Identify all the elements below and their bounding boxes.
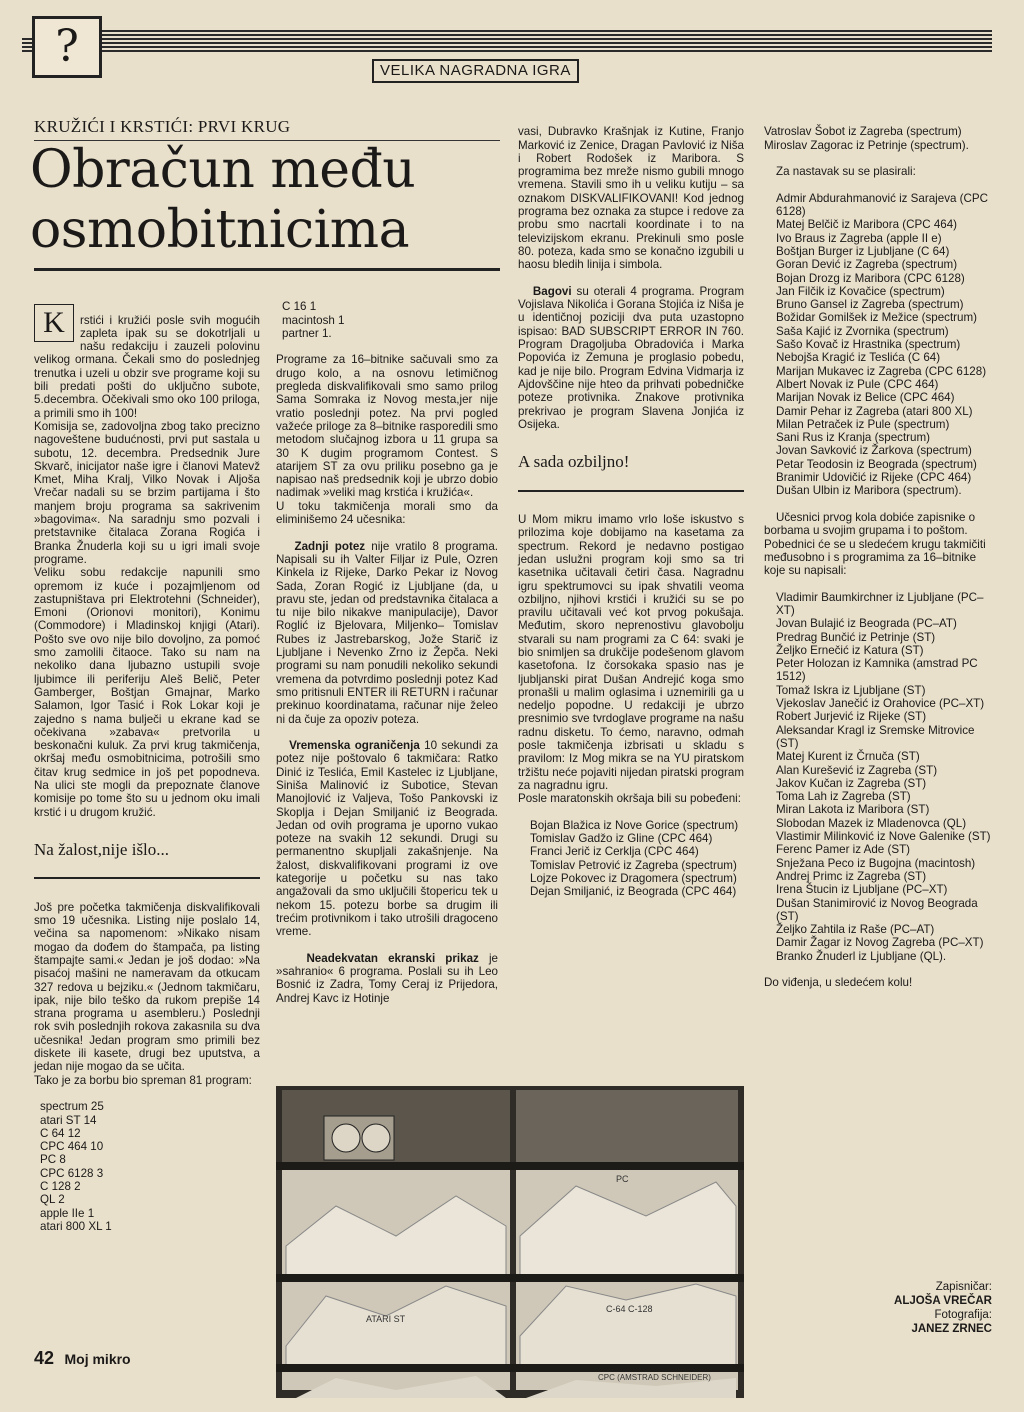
subhead-rule-2 bbox=[518, 490, 744, 492]
sixteen-bit-entry: Dušan Stanimirović iz Novog Beograda (ST) bbox=[776, 896, 978, 923]
program-count-list bbox=[34, 1100, 260, 1233]
zadnji-potez-text: nije vratilo 8 programa. Napisali su ih Valter Filjar iz Pule, Ozren Kinkela iz Rijeke, Darko Pekar iz Novog Sada, Zoran Rogić iz Ljubljane (da, u pravu ste, jedan od predstavnika čitalaca a tu nije bilo nikakve manipulacije), Davor Roglić iz Bjelovara, Miljenko– Tomislav Rubes iz Jastrebarskog, Jože Starič iz Ljubljane i Nevenko Zrno iz Žepča. Neki programi su nam ponudili nekoliko sekundi vremena da potvrdimo poslednji potez Kad smo pritisnuli ENTER ili RETURN i računar prekinuo koordinatama, računar nije želeo ni da čuje za opoziv poteza. bbox=[276, 539, 498, 726]
sixteen-bit-entry: Matej Kurent iz Črnuča (ST) bbox=[776, 750, 920, 764]
sixteen-bit-entry: Damir Žagar iz Novog Zagreba (PC–XT) bbox=[776, 936, 984, 950]
qualified-entry: Ivo Braus iz Zagreba (apple II e) bbox=[776, 231, 942, 245]
qualified-entry: Sašo Kovač iz Hrastnika (spectrum) bbox=[776, 338, 961, 352]
program-count-item: PC 8 bbox=[40, 1153, 66, 1167]
qualified-entry: Admir Abdurahmanović iz Sarajeva (CPC 6128) bbox=[776, 191, 988, 219]
sixteen-bit-entry: Željko Ernečić iz Katura (ST) bbox=[776, 643, 924, 657]
subhead-na-zalost: Na žalost,nije išlo... bbox=[34, 840, 170, 860]
sixteen-bit-entry: Branko Žnuderl iz Ljubljane (QL). bbox=[776, 949, 947, 963]
photo-label-cpc: CPC (AMSTRAD SCHNEIDER) bbox=[598, 1373, 711, 1382]
sixteen-bit-entry: Željko Zahtila iz Raše (PC–AT) bbox=[776, 923, 935, 937]
sixteen-bit-entry: Robert Jurjević iz Rijeke (ST) bbox=[776, 710, 927, 724]
question-mark-logo bbox=[32, 16, 102, 78]
qualified-entry: Marijan Novak iz Belice (CPC 464) bbox=[776, 391, 955, 405]
question-icon: ? bbox=[55, 21, 79, 72]
program-count-item: macintosh 1 bbox=[282, 313, 345, 327]
defeated-entry: Vatroslav Šobot iz Zagreba (spectrum) bbox=[764, 125, 962, 139]
drop-cap: K bbox=[34, 304, 74, 342]
credit-role-recorder: Zapisničar: bbox=[935, 1281, 992, 1293]
defeated-entry: Tomislav Gadžo iz Gline (CPC 464) bbox=[530, 832, 713, 846]
qualified-entry: Bruno Gansel iz Zagreba (spectrum) bbox=[776, 298, 964, 312]
qualified-entry: Božidar Gomilšek iz Mežice (spectrum) bbox=[776, 311, 978, 325]
headline-rule bbox=[34, 268, 500, 271]
article-column-2 bbox=[276, 287, 498, 1018]
qualified-entry: Saša Kajić iz Zvornika (spectrum) bbox=[776, 324, 949, 338]
intro-text: rstići i kružići posle svih mogućih zapleta ipak su se dokotrljali u našu redakciju i zauzeli polovinu velikog ormana. Čekali smo do poslednjeg trenutka i uzeli u obzir sve programe koji su bili predati pošti do uključno subote, 5.decembra. Očekivali smo oko 100 priloga, a primili smo ih 100! Komisija se, zadovoljna zbog tako precizno nagoveštene budućnosti, prvi put sastala u subotu, 12. decembra. Predsednik Jure Skvarč, inicijator naše igre i članovi Matevž Kmet, Miha Kralj, Vilko Novak i Aljoša Vrečar nadali su se brzim partijama i što manjem broju programa sa sakrivenim »bagovima«. Na saradnju smo pozvali i pretstavnike čitalaca Zorana Rogića i Branka Žnuderla koji su u igri imali svoje programe. Veliku sobu redakcije napunili smo opremom iz kuće i pozajmljenom od zastupništava pri Elektrotehni (Schneider), Emoni (Orionovi monitori), Konimu (Commodore) i Mladinskoj knjigi (Atari). Pošto sve ovo nije bilo dovoljno, za pomoć smo zamolili čitaoce. Tako su nam na nekoliko dana ljubazno ustupili svoje ljubimce ili periferiju Aleš Belič, Peter Gamberger, Boštjan Gmajnar, Marko Salamon, Igor Tasić i Rok Lokar koji je zajedno s nama bulječi u ekrane kad se očekivana »zabava« pretvorila u beskonačni kuluk. Za prvi krug takmičenja, okršaj među osmobitnicima, potrošili smo čitav krug sedmice in još pet popodneva. Na ulici ste mogli da prepoznate članove komisije po tome što su u jednom oku imali krstić i u drugom kružić. bbox=[34, 313, 260, 819]
sixteen-bit-entry: Toma Lah iz Zagreba (ST) bbox=[776, 790, 911, 804]
closing-line: Do viđenja, u sledećem kolu! bbox=[764, 976, 913, 990]
qualified-entry: Albert Novak iz Pule (CPC 464) bbox=[776, 377, 939, 391]
sixteen-bit-list bbox=[764, 591, 992, 963]
photo-label-pc: PC bbox=[616, 1174, 629, 1184]
section-tag: VELIKA NAGRADNA IGRA bbox=[372, 59, 579, 83]
program-count-item: C 128 2 bbox=[40, 1180, 81, 1193]
qualified-entry: Sani Rus iz Kranja (spectrum) bbox=[776, 431, 930, 445]
qualified-entry: Jovan Savković iz Žarkova (spectrum) bbox=[776, 444, 972, 458]
sixteen-bit-entry: Miran Lakota iz Maribora (ST) bbox=[776, 803, 930, 817]
neadekvatan-paragraph bbox=[276, 952, 498, 1005]
qualified-entry: Boštjan Burger iz Ljubljane (C 64) bbox=[776, 244, 950, 258]
qualified-entry: Marijan Mukavec iz Zagreba (CPC 6128) bbox=[776, 364, 987, 378]
defeated-entry: Franci Jerič iz Cerklja (CPC 464) bbox=[530, 845, 699, 859]
defeated-entry: Tomislav Petrović iz Zagreba (spectrum) bbox=[530, 858, 737, 872]
header-stripes-left bbox=[22, 38, 32, 52]
defeated-entry: Miroslav Zagorac iz Petrinje (spectrum). bbox=[764, 138, 969, 152]
sixteen-bit-entry: Aleksandar Kragl iz Sremske Mitrovice (ST) bbox=[776, 723, 975, 750]
sixteen-bit-entry: Jakov Kučan iz Zagreba (ST) bbox=[776, 776, 927, 790]
participants-note: Učesnici prvog kola dobiće zapisnike o borbama u svojim grupama i to poštom. Pobednici će se u sledećem krugu takmičiti međusobno i s programima za 16–bitnike koje su napisali: bbox=[764, 510, 986, 578]
col2-intro-text: Programe za 16–bitnike sačuvali smo za drugo kolo, a na osnovu letimičnog pregleda diskvalifikovali smo samo prilog Sama Somraka iz Novog mesta,jer nije vratio poslednji potez. Na prvi pogled važeće priloge za 8–bitnike rasporedili smo metodom slučajnog izbora u 11 grupa sa 30 K dugim programom Contest. S atarijem ST za ovu priliku posebno ga je napisao naš predsednik koji je ubrzo dobio nadimak »veliki mag krstića i kružića«. U toku takmičenja morali smo da eliminišemo 24 učesnika: bbox=[276, 353, 498, 527]
col3-serious-text: U Mom mikru imamo vrlo loše iskustvo s prilozima koje dobijamo na kasetama za spectrum. Rekord je nedavno postigao jedan uslužni program koji smo sa tri kasetnika učitavali četiri časa. Nagradnu igru spektrumovci su ipak shvatili veoma ozbiljno, njihovi krstići i kružići su se po pravilu učitavali već kot prvog pokušaja. Međutim, skoro neprenostivu glavobolju stvarali su nam programi za C 64: svaki je bio snimljen sa drukčije podešenom glavom kasetofona. Iz čorsokaka spasio nas je ljubljanski pirat Dušan Andrejić koga smo pronašli u malim oglasima i uznemirili ga u nedeljo popodne. U redakciji je ubrzo presnimio sve tvrdoglave programe na našu radnu disketu. To ćemo, naravno, odmah posle takmičenja izbrisati u skladu s pravilom: Iz Mog mikra se na YU piratskom tržištu neće pojaviti nijedan piratski program za nagradnu igru. Posle maratonskih okršaja bili su pobeđeni: bbox=[518, 513, 744, 806]
sixteen-bit-entry: Andrej Primc iz Zagreba (ST) bbox=[776, 869, 927, 883]
qualified-entry: Branimir Udovičić iz Rijeke (CPC 464) bbox=[776, 471, 972, 485]
sixteen-bit-entry: Vjekoslav Janečić iz Orahovice (PC–XT) bbox=[776, 697, 985, 711]
headline-line-1: Obračun među bbox=[30, 140, 416, 200]
program-count-item: C 64 12 bbox=[40, 1126, 81, 1140]
sixteen-bit-entry: Predrag Bunčić iz Petrinje (ST) bbox=[776, 630, 936, 644]
neadekvatan-text: je »sahranio« 6 programa. Poslali su ih Leo Bosnić iz Zadra, Tomy Ceraj iz Prijedora, Andrej Kavc iz Hotinje bbox=[276, 951, 498, 1005]
article-kicker: KRUŽIĆI I KRSTIĆI: PRVI KRUG bbox=[34, 117, 291, 136]
bagovi-text: su oterali 4 programa. Program Vojislava Nikolića i Gorana Stojića iz Niša je u identičnoj poziciji dva puta uzastopno ispisao: BAD SUBSCRIPT ERROR IN 760. Program Dragoljuba Obradovića i Marka Popovića iz Zemuna je proglasio pobedu, kad je nije bilo. Program Edvina Vidmarja iz Ajdovščine nije hteo da prihvati pobedničke poteze protivnika. Znakove protivnika prekrivao je program Slavena Jonjića iz Osijeka. bbox=[518, 284, 744, 431]
sixteen-bit-entry: Alan Kurešević iz Zagreba (ST) bbox=[776, 763, 938, 777]
sixteen-bit-entry: Vladimir Baumkirchner iz Ljubljane (PC–XT) bbox=[776, 590, 984, 617]
subhead-a-sada-ozbiljno: A sada ozbiljno! bbox=[518, 452, 630, 472]
qualified-entry: Milan Petraček iz Pule (spectrum) bbox=[776, 417, 950, 431]
credit-name-recorder: ALJOŠA VREČAR bbox=[894, 1295, 992, 1307]
qualified-entry: Nebojša Kragić iz Teslića (C 64) bbox=[776, 351, 941, 365]
sixteen-bit-entry: Tomaž Iskra iz Ljubljane (ST) bbox=[776, 683, 926, 697]
qualified-entry: Jan Filčik iz Kovačice (spectrum) bbox=[776, 284, 945, 298]
vremenska-text: 10 sekundi za potez nije poštovalo 6 takmičara: Ratko Dinić iz Teslića, Emil Kastelec iz Ljubljane, Siniša Malinović iz Subotice, Stevan Manojlović iz Valjeva, Tošo Pankovski iz Skoplja i Dejan Smiljanić iz Beograda. Jedan od ovih programa je uporno vukao poteze na svakih 12 sekundi. Drugi su permanentno skupljali zakašnjenje. Na žalost, diskvalifikovani programi iz ove kategorije u početku su nas tako angažovali da smo uključili štopericu tek u nekom 15. potezu borbe sa drugim ili trećim protivnikom i tako utrošili dragoceno vreme. bbox=[276, 739, 499, 939]
author-credits bbox=[820, 1280, 992, 1336]
sixteen-bit-entry: Slobodan Mazek iz Mladenovca (QL) bbox=[776, 816, 967, 830]
sixteen-bit-entry: Snježana Peco iz Bugojna (macintosh) bbox=[776, 856, 976, 870]
program-count-item: atari ST 14 bbox=[40, 1113, 97, 1127]
program-count-item: C 16 1 bbox=[282, 300, 317, 314]
program-count-item: CPC 6128 3 bbox=[40, 1166, 104, 1180]
vremenska-paragraph bbox=[276, 739, 498, 938]
neadekvatan-label: Neadekvatan ekranski prikaz bbox=[306, 951, 479, 965]
sixteen-bit-entry: Jovan Bulajić iz Beograda (PC–AT) bbox=[776, 617, 957, 631]
header-stripes bbox=[102, 30, 992, 52]
program-count-item: QL 2 bbox=[40, 1193, 65, 1207]
bagovi-paragraph bbox=[518, 285, 744, 431]
defeated-entry: Dejan Smiljanić, iz Beograda (CPC 464) bbox=[530, 885, 737, 899]
col3-intro-text: vasi, Dubravko Krašnjak iz Kutine, Franjo Marković iz Zenice, Dragan Pavlović iz Niša i Robert Rodošek iz Maribora. S programima bez mreže nismo gubili mnogo vremena. Stavili smo ih u veliku kutiju – sa oznakom DISKVALIFIKOVANI! Kod jednog programa bez oznaka za stupce i redove za probu smo nacrtali koordinate i to na televizijskom ekranu. Prekinuli smo posle 80. poteza, kada smo se konačno izgubili u haosu bledih linija i simbola. bbox=[518, 125, 744, 272]
zadnji-potez-label: Zadnji potez bbox=[294, 539, 366, 553]
zadnji-potez-paragraph bbox=[276, 540, 498, 726]
vremenska-label: Vremenska ograničenja bbox=[289, 739, 420, 753]
page-folio bbox=[34, 1348, 131, 1369]
sixteen-bit-entry: Irena Štucin iz Ljubljane (PC–XT) bbox=[776, 883, 948, 897]
qualified-entry: Dušan Ulbin iz Maribora (spectrum). bbox=[776, 484, 962, 498]
qualified-entry: Goran Dević iz Zagreba (spectrum) bbox=[776, 258, 958, 272]
article-column-3 bbox=[518, 112, 744, 912]
photo-label-c64: C-64 C-128 bbox=[606, 1304, 653, 1314]
program-count-item: atari 800 XL 1 bbox=[40, 1219, 112, 1233]
sixteen-bit-entry: Vlastimir Milinković iz Nove Galenike (ST) bbox=[776, 830, 991, 844]
headline-line-2: osmobitnicima bbox=[30, 200, 410, 260]
program-count-item: CPC 464 10 bbox=[40, 1140, 104, 1154]
defeated-entry: Lojze Pokovec iz Dragomera (spectrum) bbox=[530, 872, 737, 886]
shelf-photo-illustration bbox=[276, 1086, 744, 1398]
sixteen-bit-entry: Ferenc Pamer iz Ade (ST) bbox=[776, 843, 911, 857]
credit-role-photo: Fotografija: bbox=[934, 1309, 992, 1321]
page-number: 42 bbox=[34, 1348, 55, 1368]
qualified-list bbox=[764, 192, 992, 498]
qualified-entry: Matej Belčič iz Maribora (CPC 464) bbox=[776, 218, 958, 232]
qualified-entry: Bojan Drozg iz Maribora (CPC 6128) bbox=[776, 271, 965, 285]
program-count-list-continued bbox=[276, 300, 498, 340]
credit-name-photo: JANEZ ZRNEC bbox=[911, 1323, 992, 1335]
disqualified-text: Još pre početka takmičenja diskvalifikovali smo 19 učesnika. Listing nije poslalo 14, večina sa napomenom: »Nikako nisam mogao da dođem do štampača, pa listing štampajte sami.« Jedan je još dodao: »Na pisaćoj mašini ne nameravam da otkucam 327 redova u bejziku.« (Jednom takmičaru, ipak, nije bilo teško da rukom prepiše 14 strana programa u asembleru.) Poslednji rok svih poslednjih rokova zakasnila su dva učesnika! Jedan program smo primili bez diskete ili kasete, drugi bez uputstva, a jedan nije mogao da se učita. Tako je za borbu bio spreman 81 program: bbox=[34, 900, 260, 1087]
article-column-1 bbox=[34, 287, 260, 1246]
qualified-entry: Damir Pehar iz Zagreba (atari 800 XL) bbox=[776, 404, 973, 418]
sixteen-bit-entry: Peter Holozan iz Kamnika (amstrad PC 1512) bbox=[776, 657, 978, 684]
defeated-list-continued bbox=[764, 125, 992, 152]
program-count-item: apple IIe 1 bbox=[40, 1206, 95, 1220]
defeated-entry: Bojan Blažica iz Nove Gorice (spectrum) bbox=[530, 818, 739, 832]
magazine-name: Moj mikro bbox=[64, 1351, 131, 1367]
plasirali-heading: Za nastavak su se plasirali: bbox=[776, 165, 916, 179]
defeated-list bbox=[518, 819, 744, 899]
article-column-4 bbox=[764, 112, 992, 1003]
photo-label-atari: ATARI ST bbox=[366, 1314, 406, 1324]
shelf-photo bbox=[276, 1086, 744, 1398]
program-count-item: partner 1. bbox=[282, 326, 332, 340]
bagovi-label: Bagovi bbox=[532, 284, 572, 298]
qualified-entry: Petar Teodosin iz Beograda (spectrum) bbox=[776, 457, 977, 471]
program-count-item: spectrum 25 bbox=[40, 1100, 104, 1114]
subhead-rule bbox=[34, 877, 260, 879]
article-headline bbox=[30, 140, 510, 260]
